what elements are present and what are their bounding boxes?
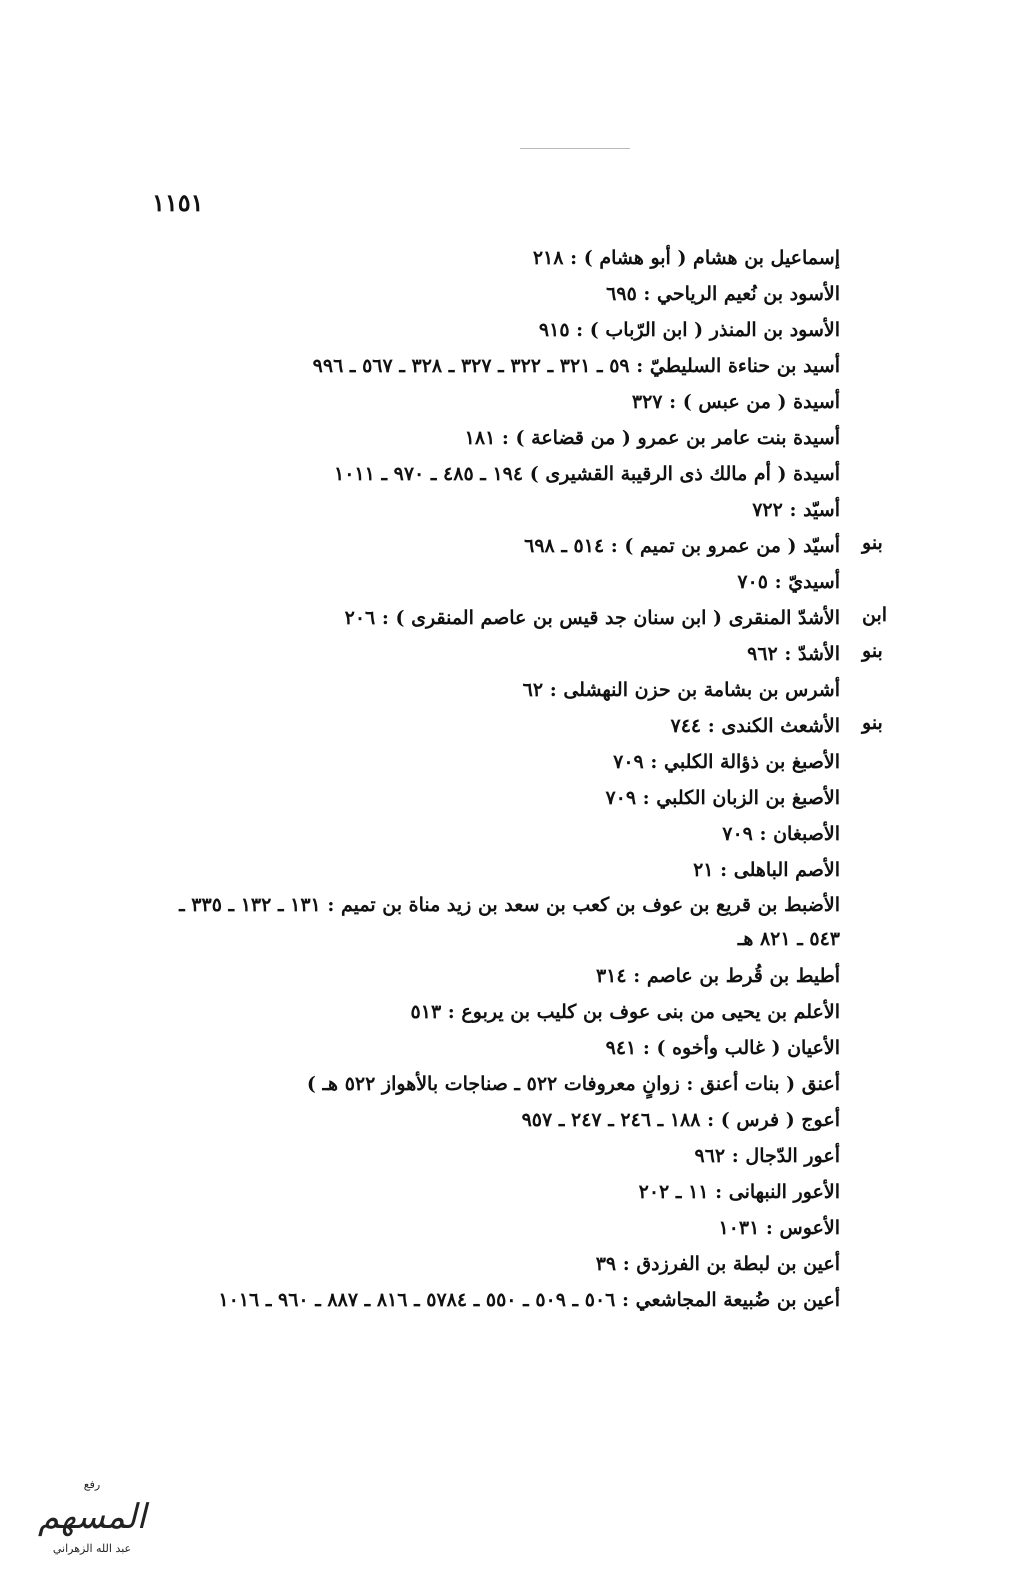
top-rule [520,148,630,149]
index-entry: الأصم الباهلى : ٢١ [693,859,840,881]
index-entry: أعور الدّجال : ٩٦٢ [694,1145,840,1167]
index-entry: أعوج ( فرس ) : ١٨٨ ـ ٢٤٦ ـ ٢٤٧ ـ ٩٥٧ [521,1109,840,1131]
index-entry: أسيّد ( من عمرو بن تميم ) : ٥١٤ ـ ٦٩٨ [524,535,840,557]
stamp-logo [12,1478,172,1568]
index-entry: الأشدّ المنقرى ( ابن سنان جد قيس بن عاصم المنقرى ) : ٢٠٦ [344,607,840,629]
index-entry: إسماعيل بن هشام ( أبو هشام ) : ٢١٨ [532,247,840,269]
stamp-signature: عبد الله الزهراني [52,1542,132,1555]
index-entry: أسيّد : ٧٢٢ [752,499,840,521]
entry-prefix: بنو [862,640,883,662]
stamp-top: رفع [83,1478,101,1491]
index-entry: أشرس بن بشامة بن حزن النهشلى : ٦٢ [522,679,840,701]
index-entry: الأشدّ : ٩٦٢ [747,643,840,665]
index-entry: الأصبغان : ٧٠٩ [722,823,840,845]
entry-prefix: بنو [862,532,883,554]
index-entry: أطيط بن قُرط بن عاصم : ٣١٤ [595,965,840,987]
index-entry: الأضبط بن قريع بن عوف بن كعب بن سعد بن زيد مناة بن تميم : ١٣١ ـ ١٣٢ ـ ٣٣٥ ـ ٥٤٣ ـ ٨٢١ هـ [179,894,840,950]
index-entry: الأسود بن نُعيم الرياحي : ٦٩٥ [606,283,840,305]
stamp-title: المسهم [37,1497,147,1537]
index-entry: أسيد بن حناءة السليطيّ : ٥٩ ـ ٣٢١ ـ ٣٢٢ ـ ٣٢٧ ـ ٣٢٨ ـ ٥٦٧ ـ ٩٩٦ [312,355,840,377]
index-entry: أسيديّ : ٧٠٥ [737,571,840,593]
index-entry: أسيدة بنت عامر بن عمرو ( من قضاعة ) : ١٨١ [464,427,840,449]
index-entry: الأعيان ( غالب وأخوه ) : ٩٤١ [605,1037,840,1059]
index-entry: أسيدة ( من عبس ) : ٣٢٧ [631,391,840,413]
index-entry: الأعلم بن يحيى من بنى عوف بن كليب بن يربوع : ٥١٣ [410,1001,840,1023]
index-entry: الأعوس : ١٠٣١ [718,1217,840,1239]
index-entry: الأصبغ بن ذؤالة الكلبي : ٧٠٩ [613,751,840,773]
entry-prefix: بنو [862,712,883,734]
index-entry: أعنق ( بنات أعنق : زوانٍ معروفات ٥٢٢ ـ صناجات بالأهواز ٥٢٢ هـ ) [306,1073,840,1095]
index-entries [150,240,840,1318]
entry-prefix: ابن [862,604,888,626]
index-entry: الأعور النبهانى : ١١ ـ ٢٠٢ [638,1181,840,1203]
index-entry: الأشعث الكندى : ٧٤٤ [670,715,840,737]
index-entry: أعين بن لبطة بن الفرزدق : ٣٩ [595,1253,840,1275]
index-entry: الأسود بن المنذر ( ابن الرّباب ) : ٩١٥ [538,319,840,341]
index-entry: أعين بن ضُبيعة المجاشعي : ٥٠٦ ـ ٥٠٩ ـ ٥٥٠ ـ ٥٧٨٤ ـ ٨١٦ ـ ٨٨٧ ـ ٩٦٠ ـ ١٠١٦ [218,1289,840,1311]
page-number: ١١٥١ [152,188,204,217]
index-entry: الأصبغ بن الزبان الكلبي : ٧٠٩ [605,787,840,809]
index-entry: أسيدة ( أم مالك ذى الرقيبة القشيرى ) ١٩٤ ـ ٤٨٥ ـ ٩٧٠ ـ ١٠١١ [334,463,840,485]
